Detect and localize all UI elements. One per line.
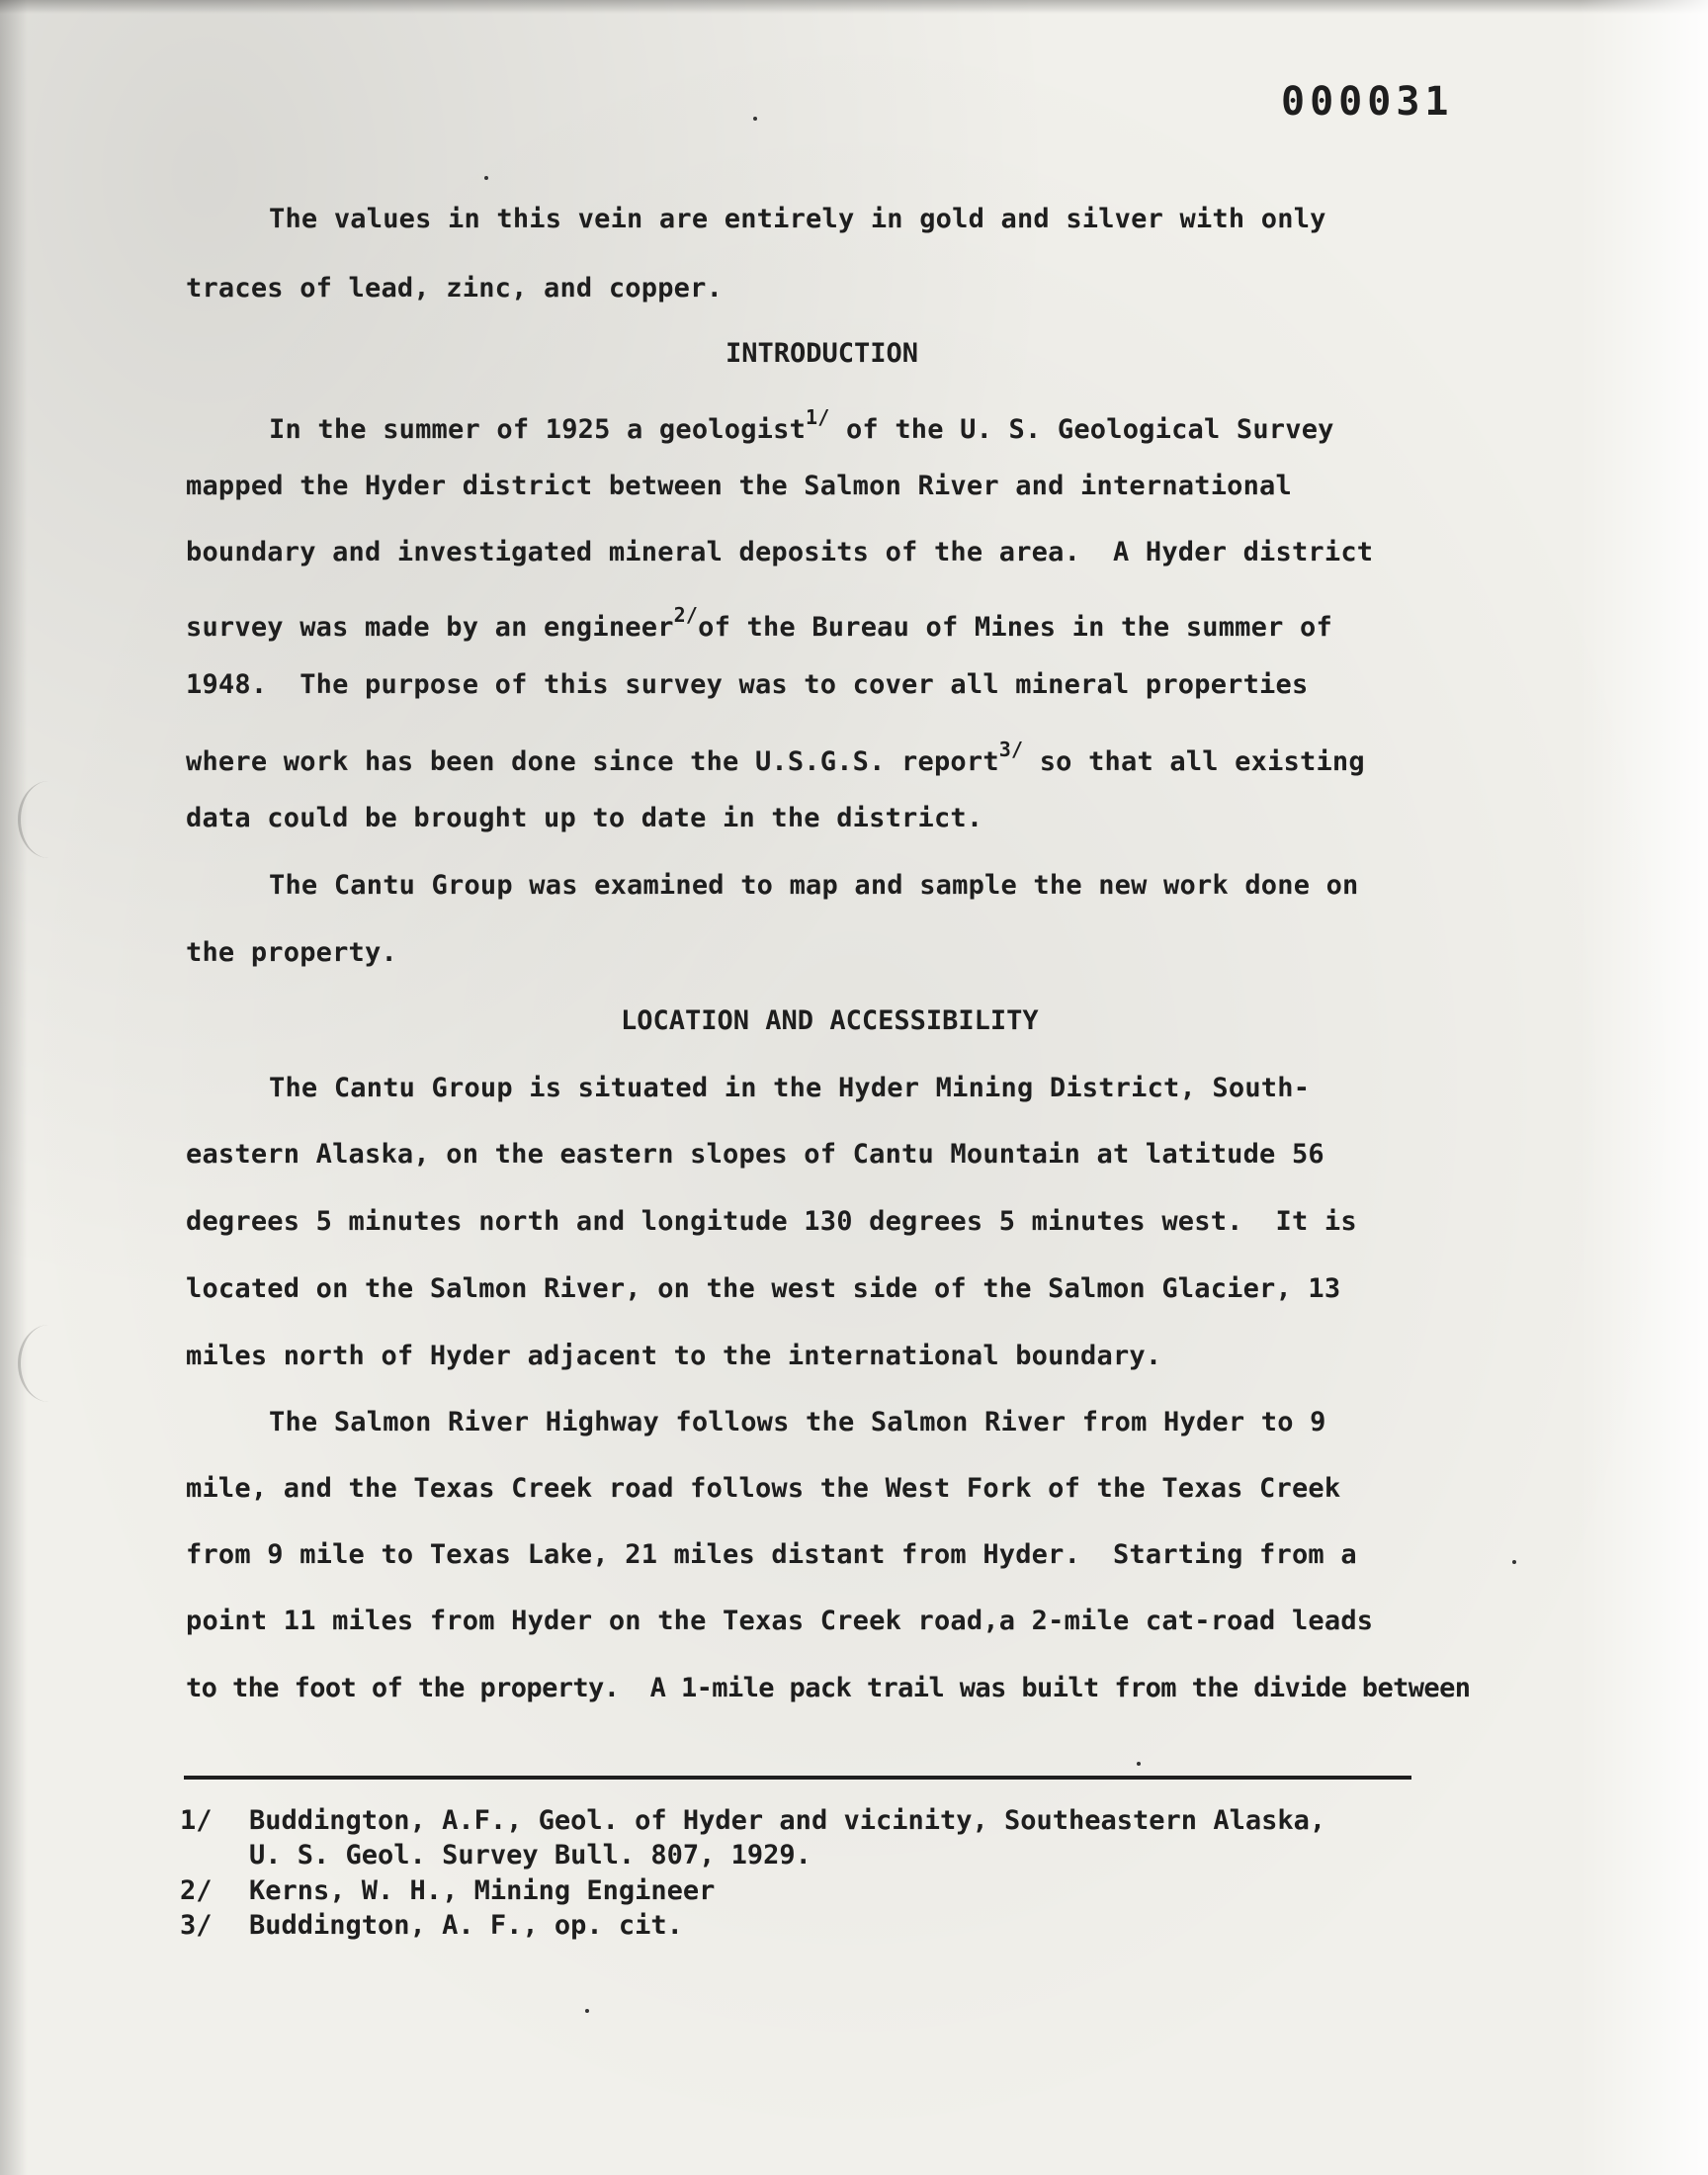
scan-speck <box>753 117 757 121</box>
body-line <box>269 405 1334 445</box>
text-run: In the summer of 1925 a geologist <box>269 414 807 445</box>
body-line: The values in this vein are entirely in gold and silver with only <box>269 204 1326 234</box>
footnote-mark: 1/ <box>180 1805 213 1836</box>
body-line: located on the Salmon River, on the west side of the Salmon Glacier, 13 <box>186 1273 1341 1304</box>
body-line: from 9 mile to Texas Lake, 21 miles distant from Hyder. Starting from a <box>186 1539 1357 1570</box>
footnote-mark: 3/ <box>180 1910 213 1941</box>
footnote-ref: 1/ <box>806 405 830 429</box>
body-line: mile, and the Texas Creek road follows the West Fork of the Texas Creek <box>186 1473 1341 1504</box>
body-line: The Salmon River Highway follows the Salmon River from Hyder to 9 <box>269 1407 1326 1437</box>
text-run: so that all existing <box>1023 746 1365 777</box>
footnote-text: Buddington, A. F., op. cit. <box>249 1910 683 1941</box>
text-run: survey was made by an engineer <box>186 612 674 643</box>
section-heading-location: LOCATION AND ACCESSIBILITY <box>621 1005 1039 1036</box>
body-line: point 11 miles from Hyder on the Texas Creek road,a 2-mile cat-road leads <box>186 1606 1374 1636</box>
body-line: The Cantu Group was examined to map and sample the new work done on <box>269 870 1359 901</box>
footnote-ref: 2/ <box>673 603 699 627</box>
body-line: to the foot of the property. A 1-mile pack trail was built from the divide between <box>186 1673 1471 1703</box>
section-heading-introduction: INTRODUCTION <box>726 338 919 369</box>
punch-hole-mark <box>18 781 80 858</box>
body-line: data could be brought up to date in the district. <box>186 803 983 833</box>
page-number: 000031 <box>1281 79 1454 125</box>
footnote-text: Kerns, W. H., Mining Engineer <box>249 1875 716 1906</box>
scan-edge-top <box>0 0 1708 14</box>
footnote-text: Buddington, A.F., Geol. of Hyder and vicinity, Southeastern Alaska, <box>249 1805 1326 1836</box>
body-line: the property. <box>186 937 397 968</box>
body-line: miles north of Hyder adjacent to the international boundary. <box>186 1341 1162 1371</box>
scan-edge-left <box>0 0 28 2175</box>
body-line <box>186 603 1332 643</box>
scan-speck <box>1512 1560 1516 1564</box>
body-line: The Cantu Group is situated in the Hyder Mining District, South- <box>269 1073 1311 1103</box>
scan-speck <box>484 176 488 180</box>
footnote-text: U. S. Geol. Survey Bull. 807, 1929. <box>249 1840 811 1870</box>
text-run: of the U. S. Geological Survey <box>829 414 1334 445</box>
body-line: boundary and investigated mineral deposits of the area. A Hyder district <box>186 537 1374 567</box>
scan-speck <box>585 2009 589 2013</box>
body-line: traces of lead, zinc, and copper. <box>186 273 724 304</box>
scan-speck <box>1137 1762 1141 1766</box>
footnote-ref: 3/ <box>998 738 1024 761</box>
text-run: where work has been done since the U.S.G.S. report <box>186 746 999 777</box>
body-line <box>186 738 1365 777</box>
punch-hole-mark <box>18 1325 80 1402</box>
footnote-divider <box>184 1776 1411 1780</box>
body-line: mapped the Hyder district between the Salmon River and international <box>186 471 1292 501</box>
body-line: 1948. The purpose of this survey was to cover all mineral properties <box>186 669 1309 700</box>
body-line: eastern Alaska, on the eastern slopes of Cantu Mountain at latitude 56 <box>186 1139 1324 1170</box>
footnote-mark: 2/ <box>180 1875 213 1906</box>
body-line: degrees 5 minutes north and longitude 130 degrees 5 minutes west. It is <box>186 1206 1357 1237</box>
text-run: of the Bureau of Mines in the summer of <box>698 612 1332 643</box>
scan-edge-right <box>1580 0 1708 2175</box>
